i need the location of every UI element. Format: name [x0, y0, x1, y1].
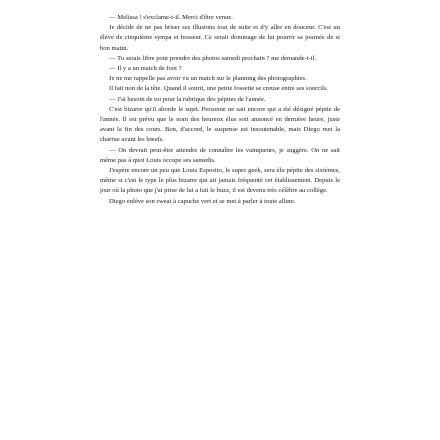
paragraph-2: Je décide de ne pas briser ses illusions tout de suite et d'y aller en douceur. C'est un élève de cinquième sympa et bosseur. Ce serait dommage de lui pourrir sa journée de si bon matin.: [100, 24, 340, 52]
paragraph-1: — Melissa ! s'exclame-t-il. Merci d'être venue.: [109, 14, 233, 21]
paragraph-5: Je ne me rappelle pas avoir vu un match sur le planning des photographies.: [109, 75, 307, 83]
paragraph-6: Il fait non de la tête. Quand il sourit, une petite fossette se creuse entre ses sourcils.: [109, 85, 329, 93]
paragraph-4: — Il y a un match de foot ?: [109, 65, 182, 73]
paragraph-8: C'est bizarre qu'il aborde le sujet. Personne ne sait encore qui a été désigné pépite de l'année. Il est prévu que le nom des heureux élus soit annoncé en dernière heure, juste avant la fin des cours. Bon, d'accord, le suspense est insoutenable, mais Diego met la charrue avant les bœufs.: [100, 105, 340, 144]
paragraph-3: — Tu serais libre pour prendre des photos samedi prochain ? me demande-t-il.: [109, 54, 317, 62]
paragraph-11: Diego enlève son sweat à capuche vert et se met à parler à toute allure.: [109, 197, 296, 205]
paragraph-9: — On devrait peut-être attendre de connaître les vainqueurs, je suggère. On ne sait même pas à quoi Louis occupe ses samedis.: [100, 146, 340, 164]
paragraph-10: J'espère encore un peu que Louis Esposito, le super geek, sera élu pépite des sixièmes, même si c'est le type le plus bizarre qui ait jamais fréquenté cet établissement. Depuis le jour où la photo que j'ai prise de lui a fait le buzz, il est devenu très célèbre au collège.: [100, 167, 340, 195]
paragraph-7: — J'ai besoin de toi pour la rubrique des pépites de l'année.: [109, 95, 266, 103]
